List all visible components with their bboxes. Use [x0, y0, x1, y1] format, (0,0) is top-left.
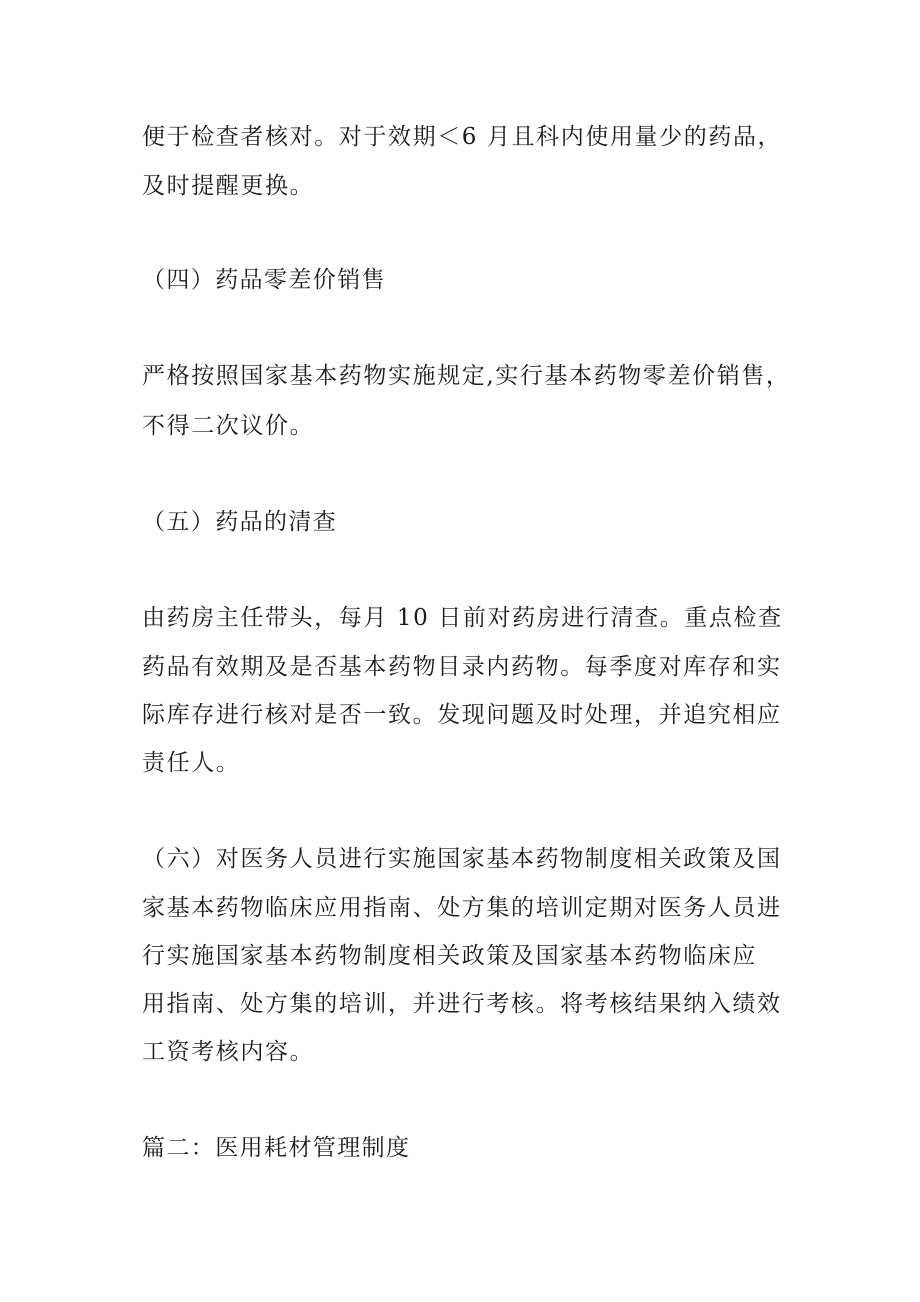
section-title-part-two: 篇二：医用耗材管理制度 — [142, 1135, 411, 1161]
paragraph-line: 药品有效期及是否基本药物目录内药物。每季度对库存和实 — [142, 654, 782, 680]
paragraph-line: 严格按照国家基本药物实施规定,实行基本药物零差价销售， — [142, 363, 791, 389]
paragraph-line: 际库存进行核对是否一致。发现问题及时处理，并追究相应 — [142, 702, 782, 728]
paragraph-line: 家基本药物临床应用指南、处方集的培训定期对医务人员进 — [142, 895, 782, 921]
paragraph-line: 工资考核内容。 — [142, 1039, 315, 1065]
section-heading-five: （五）药品的清查 — [142, 509, 338, 535]
paragraph-line: 用指南、处方集的培训，并进行考核。将考核结果纳入绩效 — [142, 991, 782, 1017]
paragraph-line: 及时提醒更换。 — [142, 173, 315, 199]
paragraph-line: 行实施国家基本药物制度相关政策及国家基本药物临床应 — [142, 943, 757, 969]
paragraph-line: 由药房主任带头，每月 10 日前对药房进行清查。重点检查 — [142, 605, 783, 631]
paragraph-line: 责任人。 — [142, 750, 241, 776]
paragraph-line: （六）对医务人员进行实施国家基本药物制度相关政策及国 — [142, 846, 782, 872]
paragraph-line: 不得二次议价。 — [142, 413, 315, 439]
section-heading-four: （四）药品零差价销售 — [142, 267, 386, 293]
paragraph-line: 便于检查者核对。对于效期＜6 月且科内使用量少的药品， — [142, 124, 783, 150]
